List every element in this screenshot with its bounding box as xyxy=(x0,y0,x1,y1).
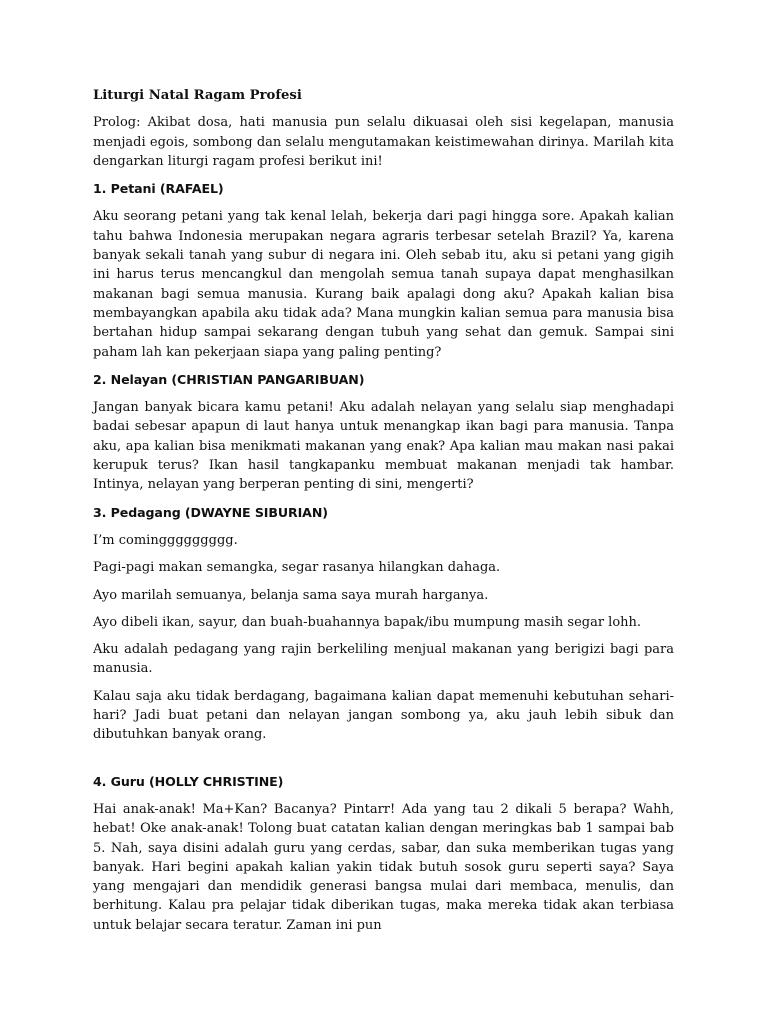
petani-paragraph: Aku seorang petani yang tak kenal lelah, bekerja dari pagi hingga sore. Apakah kalian tahu bahwa Indonesia merupakan negara agraris terbesar setelah Brazil? Ya, karena banyak sekali tanah yang subur di negara ini. Oleh sebab itu, aku si petani yang gigih ini harus terus mencangkul dan mengolah semua tanah supaya dapat menghasilkan makanan bagi semua manusia. Kurang baik apalagi dong aku? Apakah kalian bisa membayangkan apabila aku tidak ada? Mana mungkin kalian semua para manusia bisa bertahan hidup sampai sekarang dengan tubuh yang sehat dan gemuk. Sampai sini paham lah kan pekerjaan siapa yang paling penting? xyxy=(93,209,674,360)
document-title: Liturgi Natal Ragam Profesi xyxy=(93,88,302,103)
blank-line xyxy=(93,753,674,772)
pedagang-line-3: Ayo marilah semuanya, belanja sama saya murah harganya. xyxy=(93,587,489,603)
section-heading-nelayan: 2. Nelayan (CHRISTIAN PANGARIBUAN) xyxy=(93,371,365,387)
pedagang-line-1: I’m cominggggggggg. xyxy=(93,532,238,548)
pedagang-paragraph-2: Kalau saja aku tidak berdagang, bagaimana kalian dapat memenuhi kebutuhan sehari-hari? Jadi buat petani dan nelayan jangan sombong ya, aku jauh lebih sibuk dan dibutuhkan banyak orang. xyxy=(93,688,674,743)
pedagang-line-2: Pagi-pagi makan semangka, segar rasanya hilangkan dahaga. xyxy=(93,560,501,576)
section-heading-petani: 1. Petani (RAFAEL) xyxy=(93,181,224,197)
document-page xyxy=(93,86,674,943)
guru-paragraph: Hai anak-anak! Ma+Kan? Bacanya? Pintarr! Ada yang tau 2 dikali 5 berapa? Wahh, hebat! Oke anak-anak! Tolong buat catatan kalian dengan meringkas bab 1 sampai bab 5. Nah, saya disini adalah guru yang cerdas, sabar, dan suka memberikan tugas yang banyak. Hari begini apakah kalian yakin tidak butuh sosok guru seperti saya? Saya yang mengajari dan mendidik generasi bangsa mulai dari membaca, menulis, dan berhitung. Kalau pra pelajar tidak diberikan tugas, maka mereka tidak akan terbiasa untuk belajar secara teratur. Zaman ini pun xyxy=(93,801,674,933)
pedagang-line-4: Ayo dibeli ikan, sayur, dan buah-buahannya bapak/ibu mumpung masih segar lohh. xyxy=(93,614,642,630)
prolog-paragraph: Prolog: Akibat dosa, hati manusia pun selalu dikuasai oleh sisi kegelapan, manusia menjadi egois, sombong dan selalu mengutamakan keistimewahan dirinya. Marilah kita dengarkan liturgi ragam profesi berikut ini! xyxy=(93,115,674,169)
nelayan-paragraph: Jangan banyak bicara kamu petani! Aku adalah nelayan yang selalu siap menghadapi badai sebesar apapun di laut hanya untuk menangkap ikan bagi para manusia. Tanpa aku, apa kalian bisa menikmati makanan yang enak? Apa kalian mau makan nasi pakai kerupuk terus? Ikan hasil tangkapanku membuat makanan menjadi tak hambar. Intinya, nelayan yang berperan penting di sini, mengerti? xyxy=(93,400,674,493)
section-heading-guru: 4. Guru (HOLLY CHRISTINE) xyxy=(93,773,284,789)
section-heading-pedagang: 3. Pedagang (DWAYNE SIBURIAN) xyxy=(93,504,328,520)
pedagang-paragraph-1: Aku adalah pedagang yang rajin berkeliling menjual makanan yang berigizi bagi para manusia. xyxy=(93,642,674,677)
